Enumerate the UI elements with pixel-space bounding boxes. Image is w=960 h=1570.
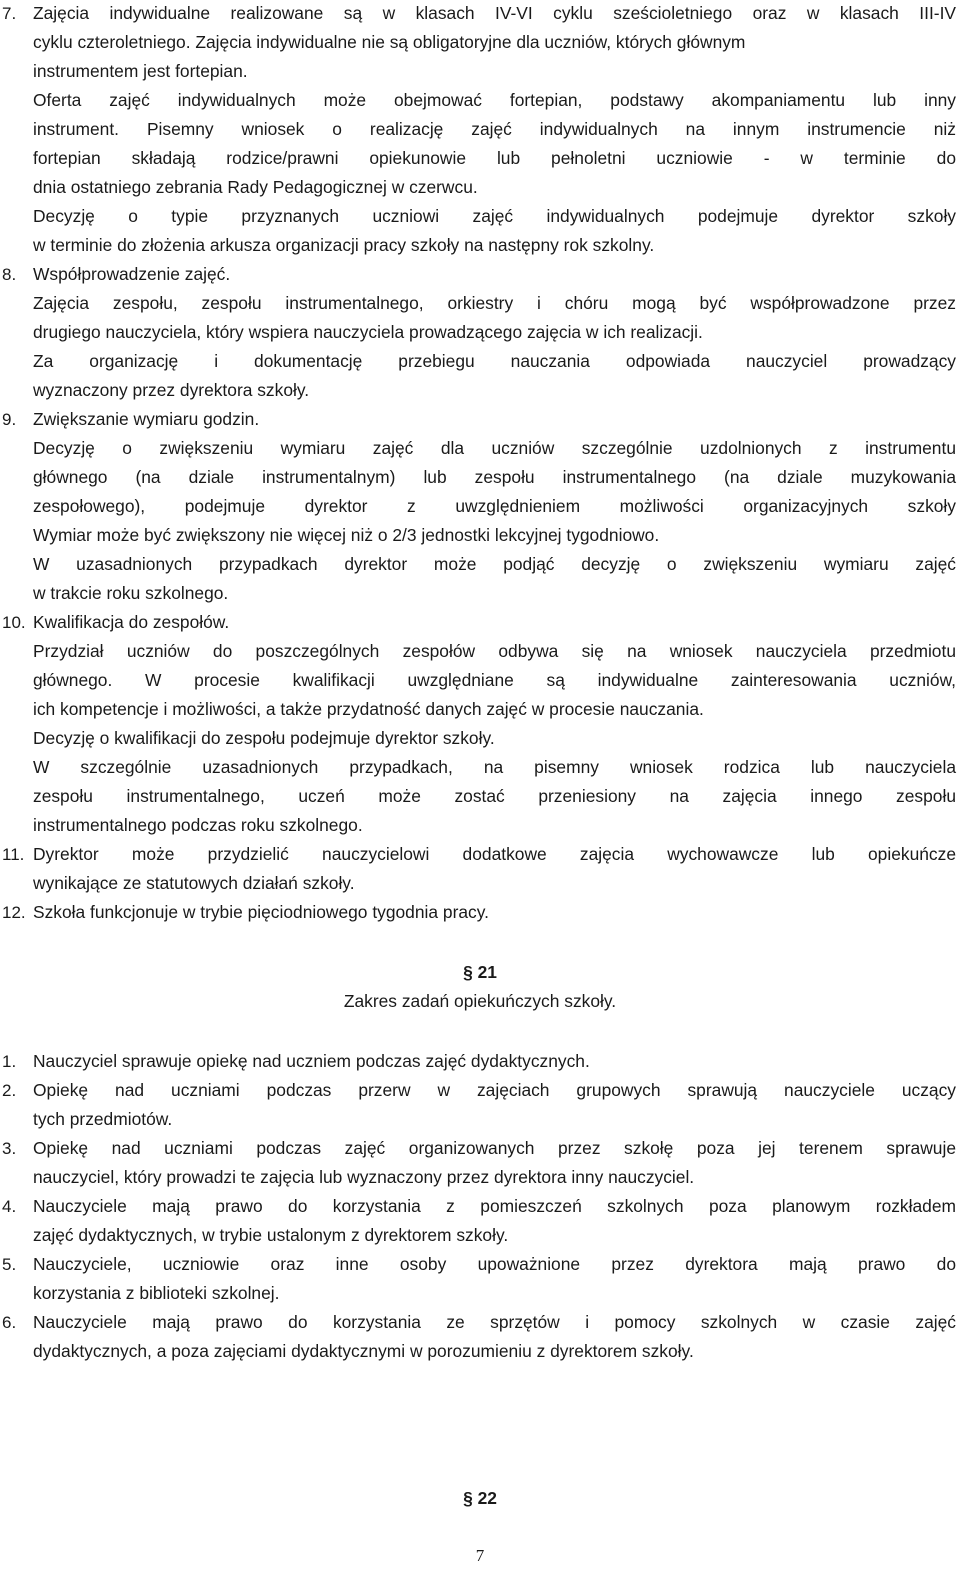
item-number: 5. [2,1255,17,1274]
text-line: cyklu czteroletniego. Zajęcia indywidualne nie są obligatoryjne dla uczniów, których głównym [33,32,746,52]
text-line: Oferta zajęć indywidualnych może obejmować fortepian, podstawy akompaniamentu lub inny [33,90,956,110]
item-text [33,898,956,927]
text-line: Zajęcia zespołu, zespołu instrumentalnego, orkiestry i chóru mogą być współprowadzone przez [33,293,956,313]
section-21-heading: § 21 [463,962,497,982]
item-text [33,0,956,260]
item-number: 10. [2,613,26,632]
text-line: korzystania z biblioteki szkolnej. [33,1283,280,1303]
text-line: Opiekę nad uczniami podczas zajęć organizowanych przez szkołę poza jej terenem sprawuje [33,1138,956,1158]
text-line: głównego (na dziale instrumentalnym) lub zespołu instrumentalnego (na dziale muzykowania [33,467,956,487]
item-text [33,1192,956,1250]
text-line: W szczególnie uzasadnionych przypadkach, na pisemny wniosek rodzica lub nauczyciela [33,757,956,777]
text-line: instrumentem jest fortepian. [33,61,248,81]
text-line: Współprowadzenie zajęć. [33,264,231,284]
item-text [33,608,956,840]
item-text [33,840,956,898]
item-text [33,1250,956,1308]
text-line: W uzasadnionych przypadkach dyrektor może podjąć decyzję o zwiększeniu wymiaru zajęć [33,554,956,574]
text-line: ich kompetencje i możliwości, a także przydatność danych zajęć w procesie nauczania. [33,699,704,719]
text-line: Decyzję o typie przyznanych uczniowi zajęć indywidualnych podejmuje dyrektor szkoły [33,206,956,226]
item-number: 11. [2,845,25,864]
text-line: w terminie do złożenia arkusza organizacji pracy szkoły na następny rok szkolny. [33,235,655,255]
text-line: Zwiększanie wymiaru godzin. [33,409,260,429]
text-line: dnia ostatniego zebrania Rady Pedagogicznej w czerwcu. [33,177,478,197]
item-text [33,1076,956,1134]
item-number: 8. [2,265,17,284]
page-number: 7 [475,1546,485,1565]
text-line: fortepian składają rodzice/prawni opiekunowie lub pełnoletni uczniowie - w terminie do [33,148,956,168]
text-line: głównego. W procesie kwalifikacji uwzględniane są indywidualne zainteresowania uczniów, [33,670,956,690]
text-line: Decyzję o zwiększeniu wymiaru zajęć dla uczniów szczególnie uzdolnionych z instrumentu [33,438,956,458]
item-number: 12. [2,903,26,922]
text-line: Opiekę nad uczniami podczas przerw w zajęciach grupowych sprawują nauczyciele uczący [33,1080,956,1100]
item-text [33,1134,956,1192]
text-line: Przydział uczniów do poszczególnych zespołów odbywa się na wniosek nauczyciela przedmiotu [33,641,956,661]
text-line: wynikające ze statutowych działań szkoły. [33,873,355,893]
text-line: Nauczyciel sprawuje opiekę nad uczniem podczas zajęć dydaktycznych. [33,1051,590,1071]
text-line: zespołowego), podejmuje dyrektor z uwzględnieniem możliwości organizacyjnych szkoły [33,496,956,516]
text-line: dydaktycznych, a poza zajęciami dydaktycznymi w porozumieniu z dyrektorem szkoły. [33,1341,694,1361]
text-line: instrumentalnego podczas roku szkolnego. [33,815,363,835]
item-text [33,1308,956,1366]
section-21-title: Zakres zadań opiekuńczych szkoły. [343,991,617,1011]
text-line: zespołu instrumentalnego, uczeń może zostać przeniesiony na zajęcia innego zespołu [33,786,956,806]
text-line: Nauczyciele mają prawo do korzystania z pomieszczeń szkolnych poza planowym rozkładem [33,1196,956,1216]
text-line: Decyzję o kwalifikacji do zespołu podejmuje dyrektor szkoły. [33,728,495,748]
text-line: w trakcie roku szkolnego. [33,583,229,603]
item-number: 4. [2,1197,17,1216]
text-line: Szkoła funkcjonuje w trybie pięciodniowego tygodnia pracy. [33,902,489,922]
section-22-heading: § 22 [463,1488,497,1508]
item-number: 7. [2,4,17,23]
text-line: instrument. Pisemny wniosek o realizację zajęć indywidualnych na innym instrumencie niż [33,119,956,139]
item-text [33,405,956,608]
text-line: wyznaczony przez dyrektora szkoły. [33,380,310,400]
item-text [33,260,956,405]
text-line: Zajęcia indywidualne realizowane są w klasach IV-VI cyklu sześcioletniego oraz w klasach III-IV [33,3,956,23]
item-number: 2. [2,1081,17,1100]
item-number: 1. [2,1052,17,1071]
item-number: 3. [2,1139,17,1158]
text-line: Za organizację i dokumentację przebiegu nauczania odpowiada nauczyciel prowadzący [33,351,956,371]
text-line: Nauczyciele mają prawo do korzystania ze sprzętów i pomocy szkolnych w czasie zajęć [33,1312,956,1332]
text-line: tych przedmiotów. [33,1109,173,1129]
text-line: nauczyciel, który prowadzi te zajęcia lub wyznaczony przez dyrektora inny nauczyciel. [33,1167,695,1187]
text-line: zajęć dydaktycznych, w trybie ustalonym z dyrektorem szkoły. [33,1225,509,1245]
item-number: 9. [2,410,17,429]
item-number: 6. [2,1313,17,1332]
text-line: drugiego nauczyciela, który wspiera nauczyciela prowadzącego zajęcia w ich realizacji. [33,322,703,342]
text-line: Dyrektor może przydzielić nauczycielowi dodatkowe zajęcia wychowawcze lub opiekuńcze [33,844,956,864]
text-line: Kwalifikacja do zespołów. [33,612,230,632]
item-text [33,1047,956,1076]
text-line: Wymiar może być zwiększony nie więcej niż o 2/3 jednostki lekcyjnej tygodniowo. [33,525,660,545]
text-line: Nauczyciele, uczniowie oraz inne osoby upoważnione przez dyrektora mają prawo do [33,1254,956,1274]
